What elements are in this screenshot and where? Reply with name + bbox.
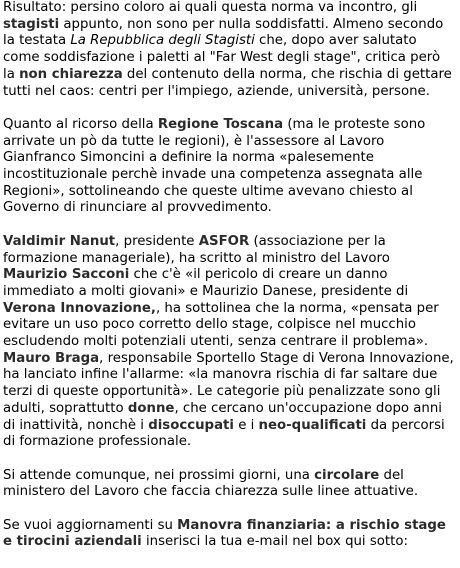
bold-term-stagisti: stagisti xyxy=(3,16,60,32)
bold-term-neo-qualificati: neo-qualificati xyxy=(258,417,367,433)
italic-source-title: La Repubblica degli Stagisti xyxy=(70,33,255,49)
text: Quanto al ricorso della xyxy=(3,116,158,132)
bold-article-title: Manovra finanziaria: a rischio stage e tirocini aziendali xyxy=(3,517,446,550)
paragraph-asfor xyxy=(3,234,455,451)
bold-term-disoccupati: disoccupati xyxy=(148,417,234,433)
bold-name-sacconi: Maurizio Sacconi xyxy=(3,267,130,283)
text: (associazione per la formazione manageriale), ha scritto al ministro del Lavoro xyxy=(3,233,390,266)
bold-term-verona-innovazione: Verona Innovazione, xyxy=(3,300,156,316)
text: e i xyxy=(233,417,259,433)
paragraph-circolare xyxy=(3,468,455,501)
bold-term-regione-toscana: Regione Toscana xyxy=(157,116,284,132)
bold-term-asfor: ASFOR xyxy=(198,233,250,249)
bold-term-donne: donne xyxy=(127,400,175,416)
text: inserisci la tua e-mail nel box qui sotto: xyxy=(141,534,408,550)
text: Risultato: persino coloro ai quali questa norma va incontro, gli xyxy=(3,0,418,15)
article-body xyxy=(3,0,455,568)
bold-name-braga: Mauro Braga xyxy=(3,350,100,366)
text: del contenuto della norma, che rischia di gettare tutti nel caos: centri per l'impiego, aziende, università, persone. xyxy=(3,66,452,99)
text: , presidente xyxy=(115,233,199,249)
text: appunto, non sono per nulla soddisfatti. Almeno secondo la testata xyxy=(3,16,444,49)
text: da percorsi di formazione professionale. xyxy=(3,417,445,450)
paragraph-regione-toscana xyxy=(3,117,455,217)
paragraph-stagisti xyxy=(3,0,455,100)
text: che, dopo aver salutato come soddisfazione i paletti al "Far West degli stage", critica però la xyxy=(3,33,441,82)
bold-name-nanut: Valdimir Nanut xyxy=(3,233,116,249)
text: Se vuoi aggiornamenti su xyxy=(3,517,178,533)
text: (ma le proteste sono arrivate un pò da tutte le regioni), è l'assessore al Lavoro Gianfranco Simoncini a definire la norma «palesemente incostituzionale perchè invade una competenza assegnata alle Regioni», sottolineando che queste ultime avevano chiesto al Governo di rinunciare al provvedimento. xyxy=(3,116,426,216)
bold-term-circolare: circolare xyxy=(314,467,380,483)
text: Si attende comunque, nei prossimi giorni, una xyxy=(3,467,315,483)
text: del ministero del Lavoro che faccia chiarezza sulle linee attuative. xyxy=(3,467,419,500)
text: , ha sottolinea che la norma, «pensata per evitare un uso poco corretto dello stage, colpisce nel mucchio escludendo molti potenziali utenti, senza centrare il problema». xyxy=(3,300,439,350)
text: , responsabile Sportello Stage di Verona Innovazione, ha lanciato infine l'allarme: «la manovra rischia di far saltare due terzi di queste opportunità». Le categorie più penalizzate sono gli adulti, soprattutto xyxy=(3,350,454,416)
text: che c'è «il pericolo di creare un danno immediato a molti giovani» e Maurizio Danese, presidente di xyxy=(3,267,409,299)
paragraph-subscribe-prompt xyxy=(3,518,455,551)
text: , che cercano un'occupazione dopo anni di inattività, nonchè i xyxy=(3,400,442,433)
bold-term-non-chiarezza: non chiarezza xyxy=(19,66,123,82)
